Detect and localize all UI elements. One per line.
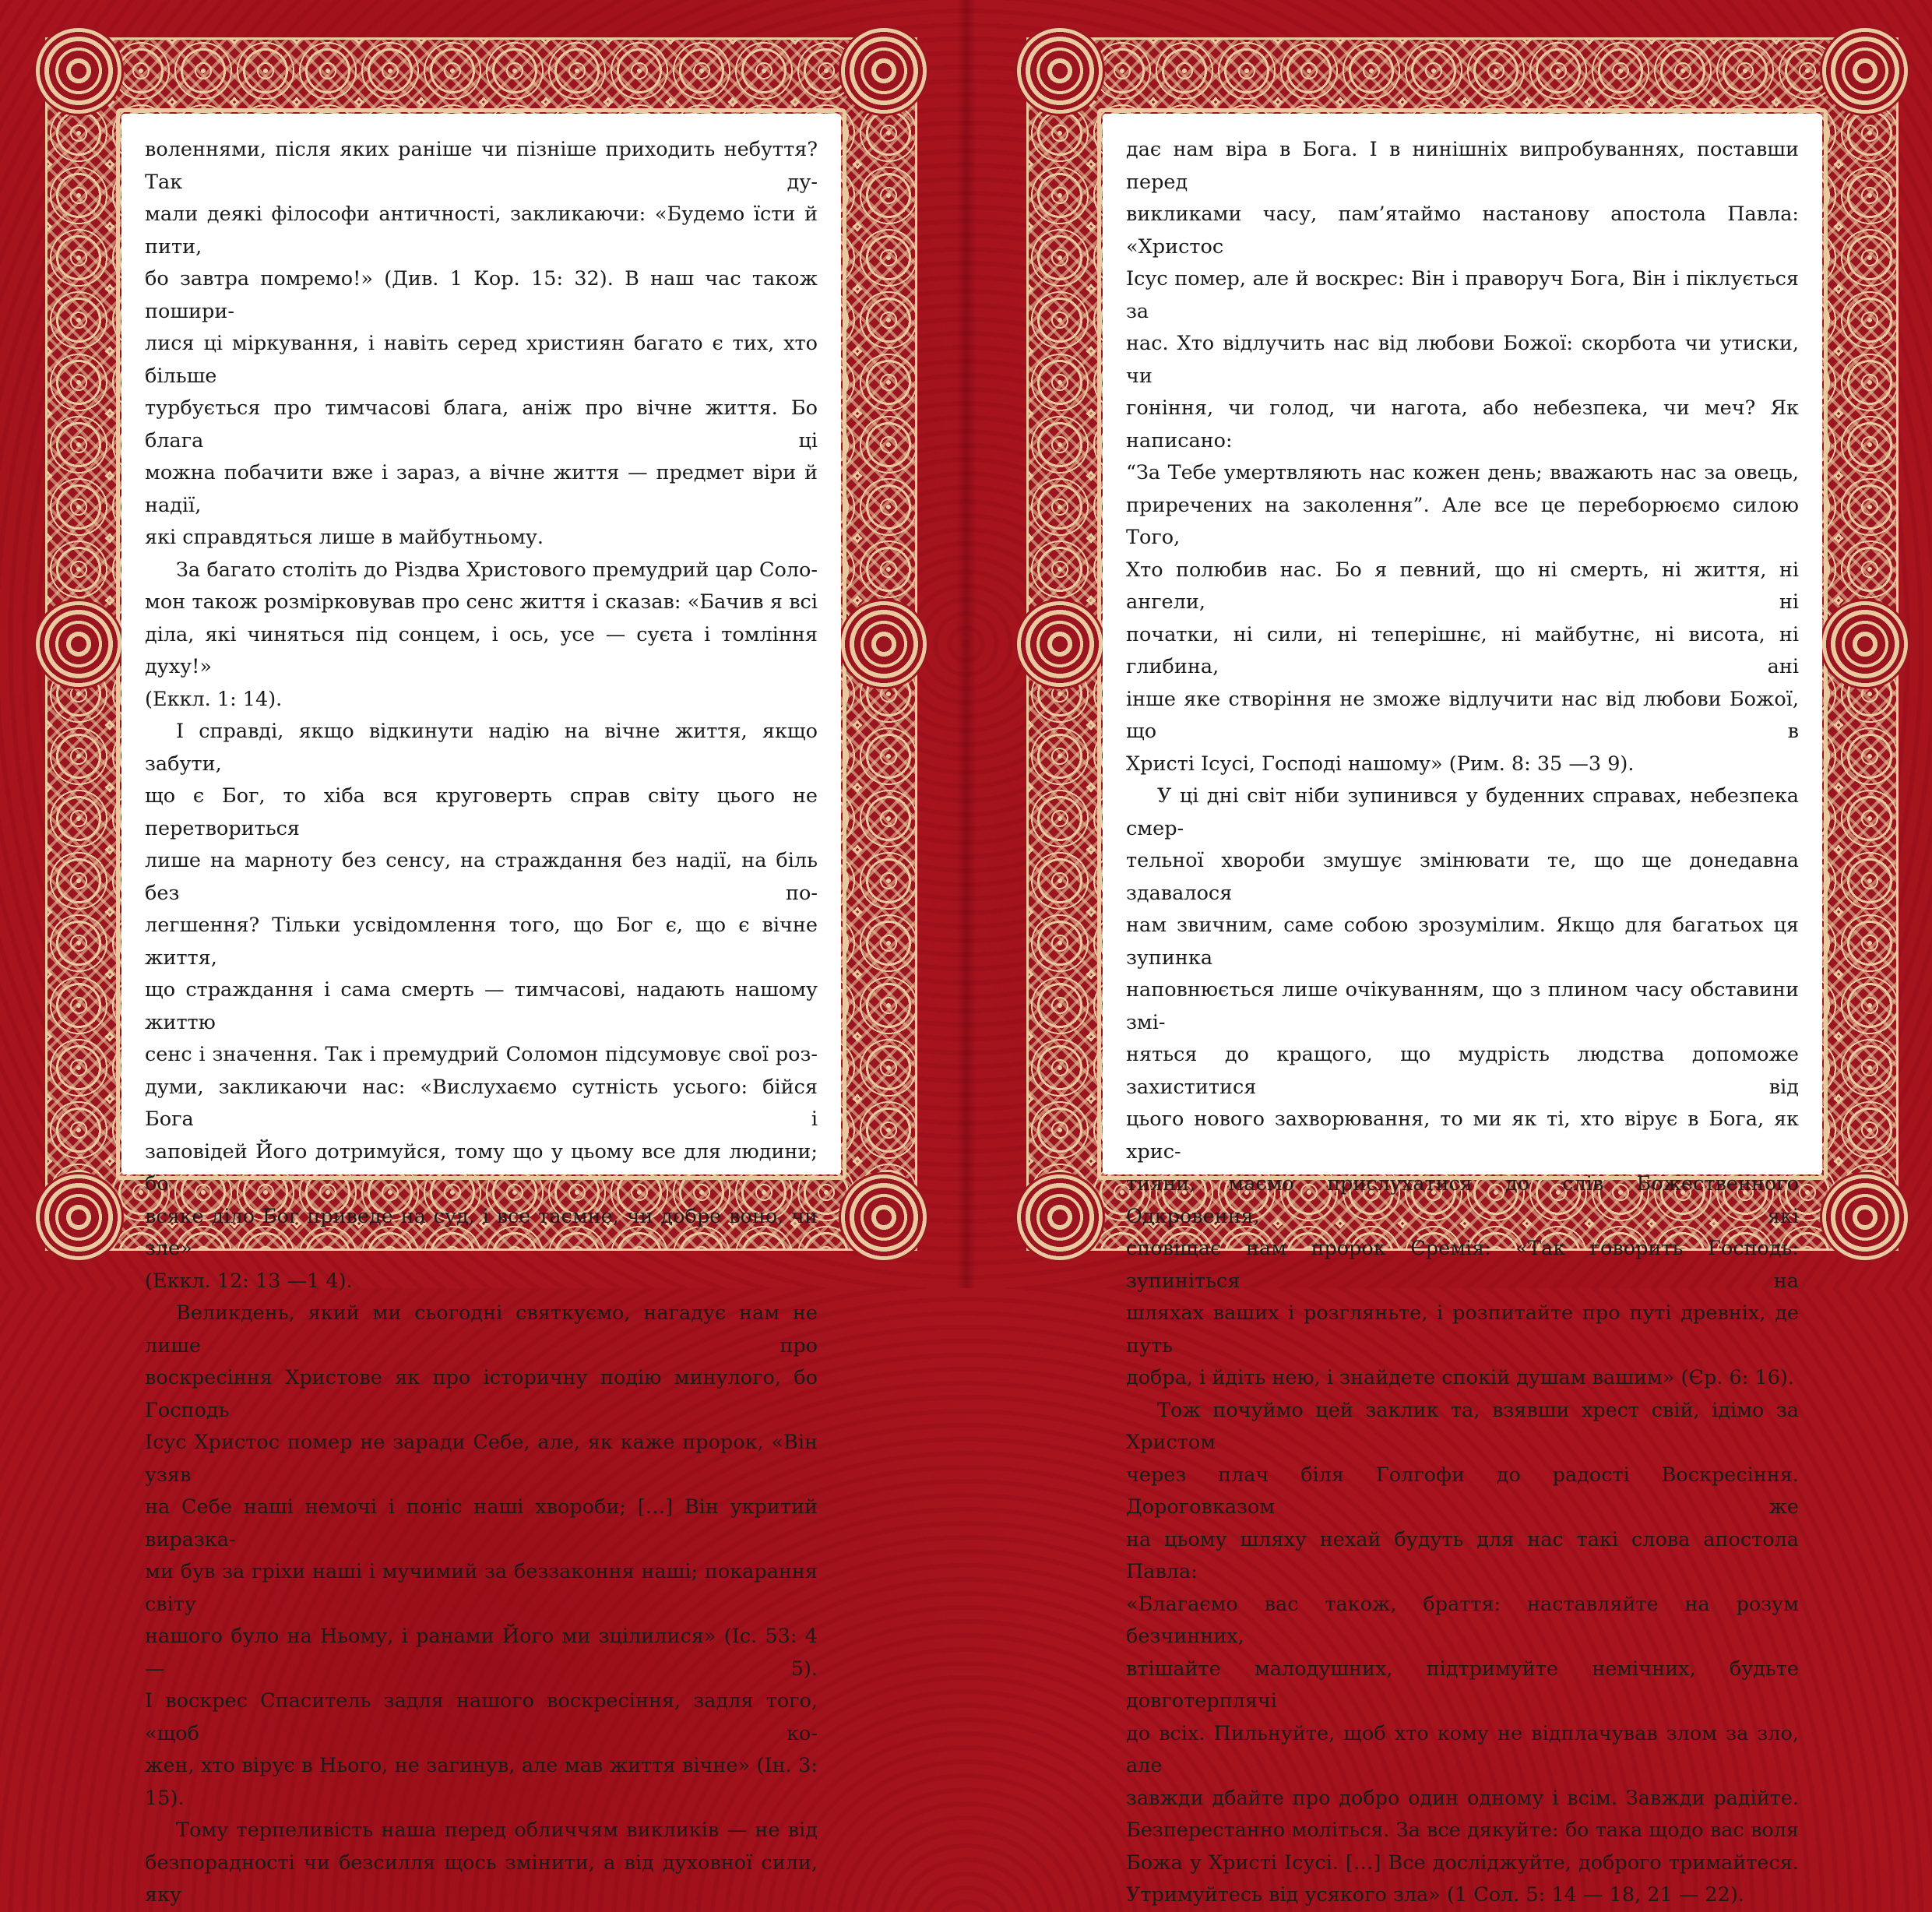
book-spine [956, 0, 977, 1288]
text-line: нас. Хто відлучить нас від любови Божої: скорбота чи утиски, чи [1126, 332, 1799, 388]
text-line: За багато століть до Різдва Христового премудрий цар Соло- [176, 558, 818, 582]
text-line: воленнями, після яких раніше чи пізніше приходить небуття? Так ду- [145, 138, 818, 194]
text-line: які справдяться лише в майбутньому. [145, 526, 544, 549]
text-line: бо завтра помремо!» (Див. 1 Кор. 15: 32). В наш час також пошири- [145, 267, 818, 323]
text-line: інше яке створіння не зможе відлучити нас від любови Божої, що в [1126, 687, 1799, 743]
text-line: завжди дбайте про добро один одному і всім. Завжди радійте. [1126, 1786, 1799, 1810]
text-line: приречених на заколення”. Але все це переборюємо силою Того, [1126, 493, 1799, 549]
text-line: Утримуйтесь від усякого зла» (1 Сол. 5: 14 — 18, 21 — 22). [1126, 1883, 1744, 1907]
text-line: тельної хвороби змушує змінювати те, що ще донедавна здавалося [1126, 849, 1799, 905]
text-line: шляхах ваших і розгляньте, і розпитайте про путі древніх, де путь [1126, 1301, 1799, 1357]
text-line: (Еккл. 1: 14). [145, 687, 283, 711]
side-rosette [36, 601, 121, 687]
text-line: легшення? Тільки усвідомлення того, що Бог є, що є вічне життя, [145, 914, 818, 970]
text-line: “За Тебе умертвляють нас кожен день; вважають нас за овець, [1126, 461, 1799, 484]
text-line: Божа у Христі Ісусі. […] Все досліджуйте, доброго тримайтеся. [1126, 1850, 1799, 1875]
text-line: початки, ні сили, ні теперішнє, ні майбутнє, ні висота, ні глибина, ані [1126, 622, 1799, 678]
text-line: тияни, маємо прислухатися до слів Божественного Одкровення, які [1126, 1172, 1799, 1228]
text-line: мали деякі філософи античності, закликаючи: «Будемо їсти й пити, [145, 202, 818, 259]
text-line: добра, і йдіть нею, і знайдете спокій душам вашим» (Єр. 6: 16). [1126, 1366, 1794, 1389]
side-rosette [1017, 601, 1103, 687]
text-line: Ісус Христос помер не заради Себе, але, як каже пророк, «Він узяв [145, 1431, 818, 1487]
text-line: Христі Ісусі, Господі нашому» (Рим. 8: 35 —3 9). [1126, 752, 1635, 776]
text-line: лише на марноту без сенсу, на страждання без надії, на біль без по- [145, 849, 818, 905]
text-line: на цьому шляху нехай будуть для нас такі слова апостола Павла: [1126, 1527, 1799, 1583]
text-line: лися ці міркування, і навіть серед християн багато є тих, хто більше [145, 332, 818, 388]
text-line: ми був за гріхи наші і мучимий за беззаконня наші; покарання світу [145, 1560, 818, 1616]
text-line: Тому терпеливість наша перед обличчям викликів — не від [176, 1819, 818, 1842]
text-line: (Еккл. 12: 13 —1 4). [145, 1269, 353, 1293]
text-line: дає нам віра в Бога. І в нинішніх випробуваннях, поставши перед [1126, 138, 1799, 194]
corner-rosette [841, 1174, 927, 1260]
text-line: нам звичним, саме собою зрозумілим. Якщо для багатьох ця зупинка [1126, 914, 1799, 970]
text-line: нашого було на Ньому, і ранами Його ми зцілилися» (Іс. 53: 4 — 5). [145, 1625, 818, 1681]
corner-rosette [1017, 1174, 1103, 1260]
text-line: Тож почуймо цей заклик та, взявши хрест свій, ідімо за Христом [1126, 1398, 1799, 1454]
text-line: втішайте малодушних, підтримуйте немічних, будьте довготерплячі [1126, 1657, 1799, 1713]
text-line: викликами часу, пам’ятаймо настанову апостола Павла: «Христос [1126, 202, 1799, 259]
text-line: заповідей Його дотримуйся, тому що у цьому все для людини; бо [145, 1139, 818, 1195]
text-panel [121, 114, 841, 1907]
right-page [1026, 37, 1899, 1907]
corner-rosette [36, 28, 121, 114]
text-line: воскресіння Христове як про історичну подію минулого, бо Господь [145, 1366, 818, 1422]
text-line: жен, хто вірує в Нього, не загинув, але мав життя вічне» (Ін. 3: 15). [145, 1754, 818, 1810]
text-line: мон також розмірковував про сенс життя і сказав: «Бачив я всі [145, 590, 818, 614]
text-line: Хто полюбив нас. Бо я певний, що ні смерть, ні життя, ні ангели, ні [1126, 558, 1799, 614]
text-panel [1103, 114, 1822, 1907]
text-line: сповіщає нам пророк Єремія: «Так говорить Господь: зупиніться на [1126, 1237, 1799, 1293]
text-line: «Благаємо вас також, браття: наставляйте на розум безчинних, [1126, 1592, 1799, 1648]
text-line: турбується про тимчасові блага, аніж про вічне життя. Бо блага ці [145, 396, 818, 452]
text-line: безпорадності чи безсилля щось змінити, а від духовної сили, яку [145, 1850, 818, 1907]
text-line: І воскрес Спаситель задля нашого воскресіння, задля того, «щоб ко- [145, 1689, 818, 1745]
text-line: що страждання і сама смерть — тимчасові, надають нашому життю [145, 978, 818, 1034]
corner-rosette [36, 1174, 121, 1260]
text-line: гоніння, чи голод, чи нагота, або небезпека, чи меч? Як написано: [1126, 396, 1799, 452]
text-line: думи, закликаючи нас: «Вислухаємо сутність усього: бійся Бога і [145, 1075, 818, 1131]
text-line: до всіх. Пильнуйте, щоб хто кому не відплачував злом за зло, але [1126, 1721, 1799, 1777]
text-line: Великдень, який ми сьогодні святкуємо, нагадує нам не лише про [145, 1301, 818, 1357]
corner-rosette [1822, 1174, 1908, 1260]
side-rosette [1822, 601, 1908, 687]
side-rosette [841, 601, 927, 687]
text-line: Ісус помер, але й воскрес: Він і праворуч Бога, Він і піклується за [1126, 267, 1799, 323]
text-line: У ці дні світ ніби зупинився у буденних справах, небезпека смер- [1126, 784, 1799, 840]
text-line: няться до кращого, що мудрість людства допоможе захиститися від [1126, 1043, 1799, 1099]
text-line: цього нового захворювання, то ми як ті, хто вірує в Бога, як хрис- [1126, 1107, 1799, 1164]
text-line: Безперестанно моліться. За все дякуйте: бо така щодо вас воля [1126, 1819, 1799, 1842]
text-line: діла, які чиняться під сонцем, і ось, усе — суєта і томління духу!» [145, 622, 818, 678]
text-line: наповнюється лише очікуванням, що з плином часу обставини змі- [1126, 978, 1799, 1034]
left-page [45, 37, 917, 1907]
text-line: на Себе наші немочі і поніс наші хвороби; […] Він укритий виразка- [145, 1495, 818, 1551]
corner-rosette [1822, 28, 1908, 114]
text-line: через плач біля Голгофи до радості Воскресіння. Дороговказом же [1126, 1463, 1799, 1519]
text-line: всяке діло Бог приведе на суд, і все таємне, чи добре воно, чи зле» [145, 1204, 818, 1260]
text-line: що є Бог, то хіба вся круговерть справ світу цього не перетвориться [145, 784, 818, 840]
text-line: сенс і значення. Так і премудрий Соломон підсумовує свої роз- [145, 1043, 818, 1066]
text-line: І справді, якщо відкинути надію на вічне життя, якщо забути, [145, 720, 818, 776]
corner-rosette [1017, 28, 1103, 114]
text-line: можна побачити вже і зараз, а вічне життя — предмет віри й надії, [145, 461, 818, 517]
corner-rosette [841, 28, 927, 114]
